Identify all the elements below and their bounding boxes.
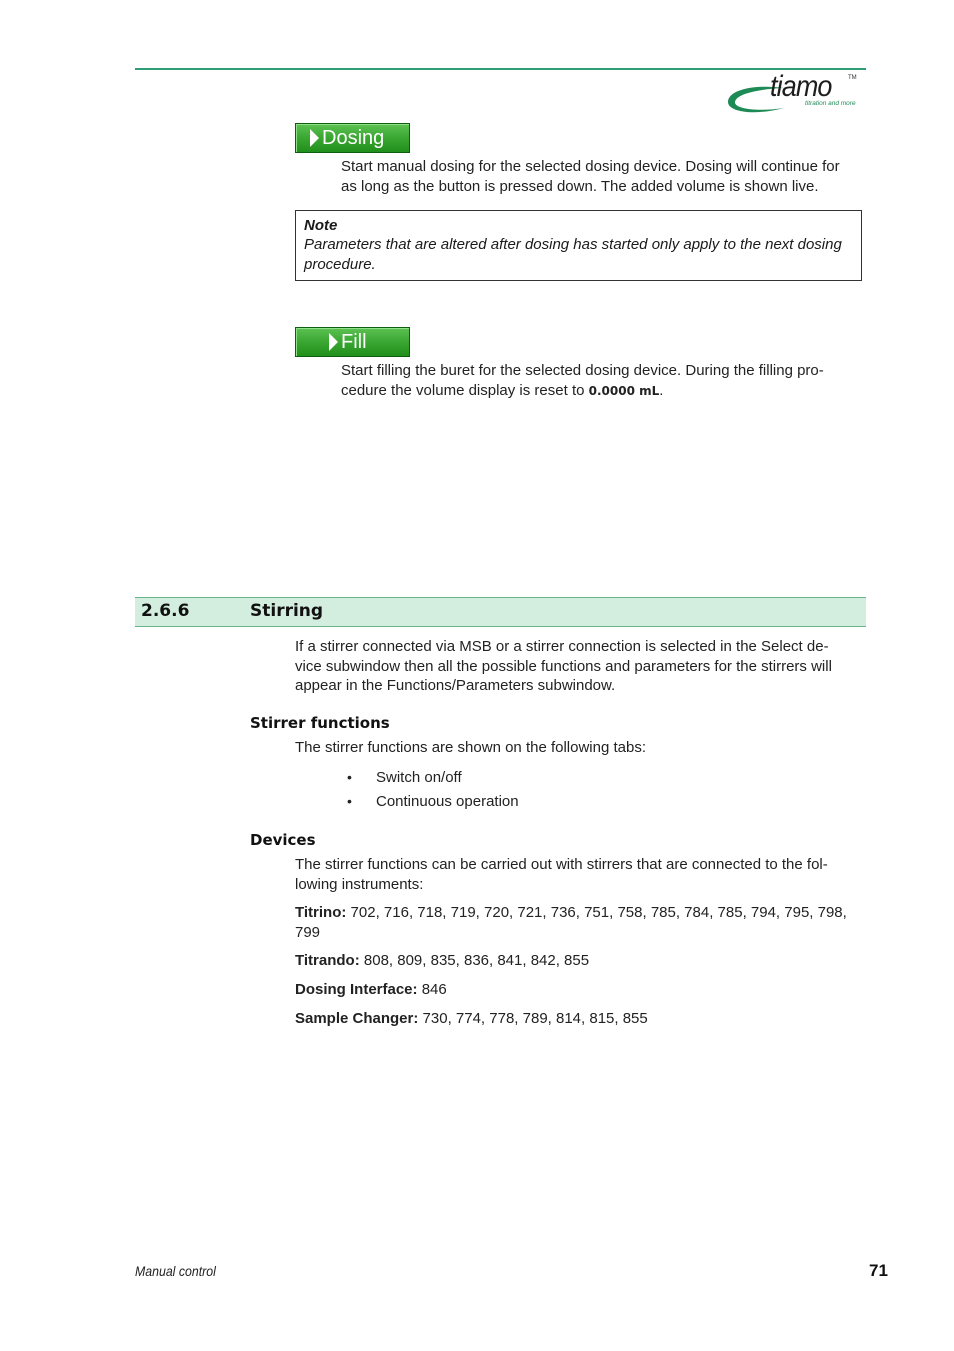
section-header-bar — [135, 597, 866, 627]
tiamo-logo — [724, 72, 869, 118]
titrino-values: 702, 716, 718, 719, 720, 721, 736, 751, 758, 785, 784, 785, 794, 795, 798, — [346, 904, 847, 921]
titrando-values: 808, 809, 835, 836, 841, 842, 855 — [359, 952, 590, 969]
sample-changer-values: 730, 774, 778, 789, 814, 815, 855 — [418, 1010, 648, 1027]
bullet-list — [347, 768, 519, 816]
list-item-label: Switch on/off — [376, 769, 462, 786]
fill-description-line: Start filling the buret for the selected dosing device. During the filling pro- — [341, 362, 824, 379]
dosing-interface-entry — [295, 980, 447, 1000]
note-text-line: Parameters that are altered after dosing has started only apply to the next dosing — [304, 236, 842, 253]
sample-changer-label: Sample Changer: — [295, 1010, 419, 1027]
page-number: 71 — [869, 1261, 888, 1280]
titrando-label: Titrando: — [295, 952, 360, 969]
devices-text-line: lowing instruments: — [295, 875, 424, 893]
logo-trademark: TM — [848, 75, 857, 81]
dosing-description-line: as long as the button is pressed down. The added volume is shown live. — [341, 177, 819, 195]
logo-tagline: titration and more — [805, 100, 856, 107]
fill-description-suffix: . — [659, 381, 664, 399]
list-item-label: Continuous operation — [376, 793, 519, 810]
fill-description-prefix: cedure the volume display is reset to — [341, 381, 589, 399]
titrando-entry — [295, 951, 589, 971]
stirrer-functions-text: The stirrer functions are shown on the following tabs: — [295, 739, 647, 756]
note-title: Note — [304, 217, 338, 234]
fill-description-line — [341, 381, 866, 402]
header-rule — [135, 68, 866, 70]
fill-reset-value: 0.0000 mL — [588, 383, 660, 398]
stirrer-functions-heading: Stirrer functions — [250, 714, 390, 732]
fill-button[interactable] — [295, 327, 410, 357]
dosing-description — [341, 157, 866, 196]
note-text-line: procedure. — [304, 256, 376, 273]
titrino-values: 799 — [295, 923, 321, 941]
fill-description — [341, 361, 866, 401]
devices-heading: Devices — [250, 831, 316, 849]
footer-chapter: Manual control — [135, 1263, 216, 1279]
titrino-label: Titrino: — [295, 904, 347, 921]
fill-button-label: Fill — [341, 330, 367, 353]
logo-wordmark: tiamo — [770, 70, 832, 103]
bullet-icon: • — [347, 769, 352, 785]
dosing-description-line: Start manual dosing for the selected dosing device. Dosing will continue for — [341, 158, 840, 175]
bullet-icon: • — [347, 793, 352, 809]
section-intro-line: If a stirrer connected via MSB or a stirrer connection is selected in the Select de- — [295, 638, 829, 655]
section-title: Stirring — [250, 601, 324, 621]
play-arrow-icon — [329, 333, 338, 351]
devices-text — [295, 855, 866, 894]
section-intro-line: appear in the Functions/Parameters subwindow. — [295, 677, 616, 694]
note-box — [295, 210, 862, 281]
section-intro-line: vice subwindow then all the possible functions and parameters for the stirrers will — [295, 657, 832, 675]
dosing-button[interactable] — [295, 123, 410, 153]
devices-text-line: The stirrer functions can be carried out with stirrers that are connected to the fol- — [295, 856, 828, 873]
sample-changer-entry — [295, 1009, 648, 1029]
section-number: 2.6.6 — [141, 601, 190, 621]
titrino-entry — [295, 903, 866, 942]
play-arrow-icon — [310, 129, 319, 147]
section-intro — [295, 637, 866, 696]
dosing-button-label: Dosing — [322, 126, 385, 149]
list-item — [347, 792, 519, 816]
list-item — [347, 768, 519, 792]
dosing-interface-values: 846 — [417, 981, 447, 998]
dosing-interface-label: Dosing Interface: — [295, 981, 418, 998]
